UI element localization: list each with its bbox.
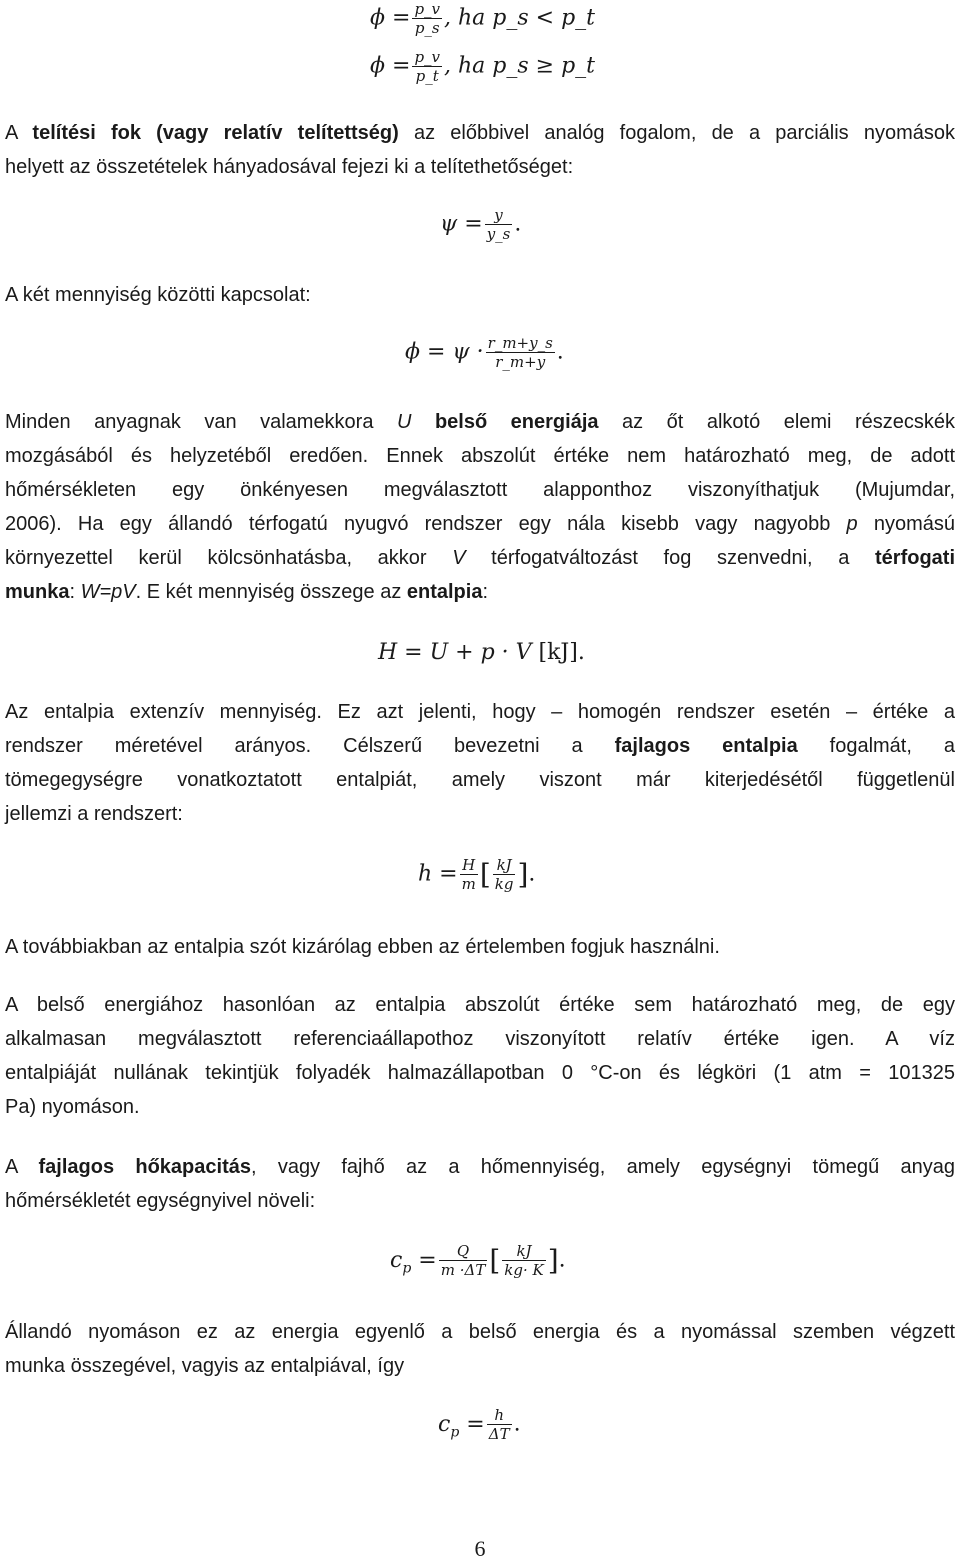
text: fogalmát, a — [797, 735, 955, 757]
text-line: alkalmasan megválasztott referenciaállapothoz viszonyított relatív értéke igen. A víz — [5, 1028, 955, 1050]
paragraph-further-use — [5, 930, 955, 964]
text-line: helyett az összetételek hányadosával fejezi ki a telítethetőséget: — [5, 156, 574, 178]
text-line: tömegegységre vonatkoztatott entalpiát, amely viszont már kiterjedésétől függetlenül — [5, 769, 955, 791]
text: : — [69, 581, 81, 603]
frac-den: r_m+y — [486, 352, 555, 371]
term-enthalpy: entalpia — [406, 581, 483, 603]
term-work: munka — [5, 581, 70, 603]
text: , vagy fajhő az a hőmennyiség, amely egységnyi tömegű anyag — [250, 1156, 955, 1178]
unit-num: kJ — [516, 1242, 532, 1260]
frac-num: p_v — [414, 48, 441, 66]
text-line: Pa) nyomáson. — [5, 1096, 140, 1118]
text: rendszer méretével arányos. Célszerű bevezetni a — [5, 735, 615, 757]
formula-W-pV: W=pV — [80, 581, 136, 603]
paragraph-saturation-degree — [5, 116, 955, 184]
text-line: Az entalpia extenzív mennyiség. Ez azt jelenti, hogy – homogén rendszer esetén – értéke a — [5, 701, 955, 723]
term-specific-enthalpy: fajlagos entalpia — [614, 735, 798, 757]
text-line: munka összegével, vagyis az entalpiával, így — [5, 1355, 405, 1377]
text-line: A továbbiakban az entalpia szót kizárólag ebben az értelemben fogjuk használni. — [5, 936, 720, 958]
equation-heat-capacity: $c_p$ = $\frac{Q}{m \cdot\Delta T}$ [ $\frac{kJ}{kg\cdot K}$ ]. — [390, 1242, 566, 1279]
term-internal-energy: belső energiája — [411, 411, 599, 433]
frac-den: p_t — [412, 66, 442, 85]
unit-num: kJ — [496, 856, 512, 874]
frac-num: y — [494, 206, 503, 224]
equation-specific-enthalpy: h = $\frac{H}{m}$ [ $\frac{kJ}{kg}$ ]. — [418, 856, 536, 893]
text: . E két mennyiség összege az — [135, 581, 407, 603]
equation-phi-psi: ϕ = ψ · $\frac{r\_m+y\_s}{r\_m+y}$ . — [405, 334, 564, 371]
text-line: Állandó nyomáson ez az energia egyenlő a belső energia és a nyomással szemben végzett — [5, 1321, 955, 1343]
text-line: hőmérsékletét egységnyivel növeli: — [5, 1190, 316, 1212]
frac-num: h — [494, 1406, 504, 1424]
paragraph-relation-label — [5, 278, 955, 312]
equation-psi: ψ = $\frac{y}{y\_s}$ . — [440, 206, 522, 243]
text-line: entalpiáját nullának tekintjük folyadék halmazállapotban 0 °C-on és légköri (1 atm = 101325 — [5, 1062, 955, 1084]
text: nyomású — [857, 513, 955, 535]
frac-den: ΔT — [488, 1425, 510, 1443]
unit-den: kg· K — [504, 1261, 544, 1279]
term-saturation-degree: telítési fok (vagy relatív telítettség) — [32, 122, 399, 144]
paragraph-heat-capacity — [5, 1150, 955, 1218]
term-volume-work: térfogati — [875, 547, 956, 569]
unit-den: kg — [494, 875, 514, 893]
text: térfogatváltozást fog szenvedni, a — [465, 547, 876, 569]
equation-enthalpy — [378, 640, 585, 665]
equation-phi-unsaturated: ϕ = $\frac{p\_v}{p\_s}$ , ha p_s < p_t — [370, 0, 595, 37]
text: környezettel kerül kölcsönhatásba, akkor — [5, 547, 453, 569]
text: A — [5, 122, 33, 144]
equation-period: . — [577, 640, 585, 665]
frac-num: Q — [456, 1242, 470, 1260]
paragraph-internal-energy — [5, 405, 955, 609]
paragraph-reference-state — [5, 988, 955, 1124]
equation-unit: [kJ] — [538, 640, 578, 665]
text: 2006). Ha egy állandó térfogatú nyugvó rendszer egy nála kisebb vagy nagyobb — [5, 513, 847, 535]
paragraph-extensive — [5, 695, 955, 831]
equation-period: . — [513, 1411, 521, 1437]
equation-period: . — [556, 339, 564, 365]
equation-period: . — [558, 1247, 566, 1273]
page-number: 6 — [474, 1536, 486, 1561]
text: A — [5, 1156, 39, 1178]
frac-num: p_v — [414, 0, 441, 18]
text: Minden anyagnak van valamekkora — [5, 411, 397, 433]
text-line: A belső energiához hasonlóan az entalpia abszolút értéke sem határozható meg, de egy — [5, 994, 955, 1016]
text: : — [482, 581, 489, 603]
text: az előbbivel analóg fogalom, de a parciális nyomások — [398, 122, 955, 144]
symbol-p: p — [846, 513, 858, 535]
text-line: hőmérsékleten egy önkényesen megválasztott alapponthoz viszonyíthatjuk (Mujumdar, — [5, 479, 955, 501]
text: az őt alkotó elemi részecskék — [598, 411, 956, 433]
equation-condition: , ha p_s ≥ p_t — [444, 53, 595, 79]
text-line: A két mennyiség közötti kapcsolat: — [5, 284, 311, 306]
frac-den: p_s — [412, 18, 442, 37]
frac-num: H — [462, 856, 476, 874]
equation-phi-saturated: ϕ = $\frac{p\_v}{p\_t}$ , ha p_s ≥ p_t — [370, 48, 595, 85]
equation-condition: , ha p_s < p_t — [444, 5, 595, 31]
symbol-U: U — [396, 411, 412, 433]
frac-num: r_m+y_s — [487, 334, 553, 352]
equation-heat-capacity-enthalpy: $c_p$ = $\frac{h}{\Delta T}$ . — [438, 1406, 521, 1443]
frac-den: m — [461, 875, 476, 893]
equation-period: . — [528, 861, 536, 887]
equation-period: . — [514, 211, 522, 237]
paragraph-constant-pressure — [5, 1315, 955, 1383]
symbol-V: V — [452, 547, 466, 569]
term-specific-heat-capacity: fajlagos hőkapacitás — [38, 1156, 251, 1178]
frac-den: m ·ΔT — [440, 1261, 486, 1279]
text-line: jellemzi a rendszert: — [5, 803, 183, 825]
frac-den: y_s — [486, 225, 511, 243]
text-line: mozgásából és helyzetéből eredően. Ennek abszolút értéke nem határozható meg, de adott — [5, 445, 955, 467]
equation-text: H = U + p · V — [378, 640, 539, 665]
